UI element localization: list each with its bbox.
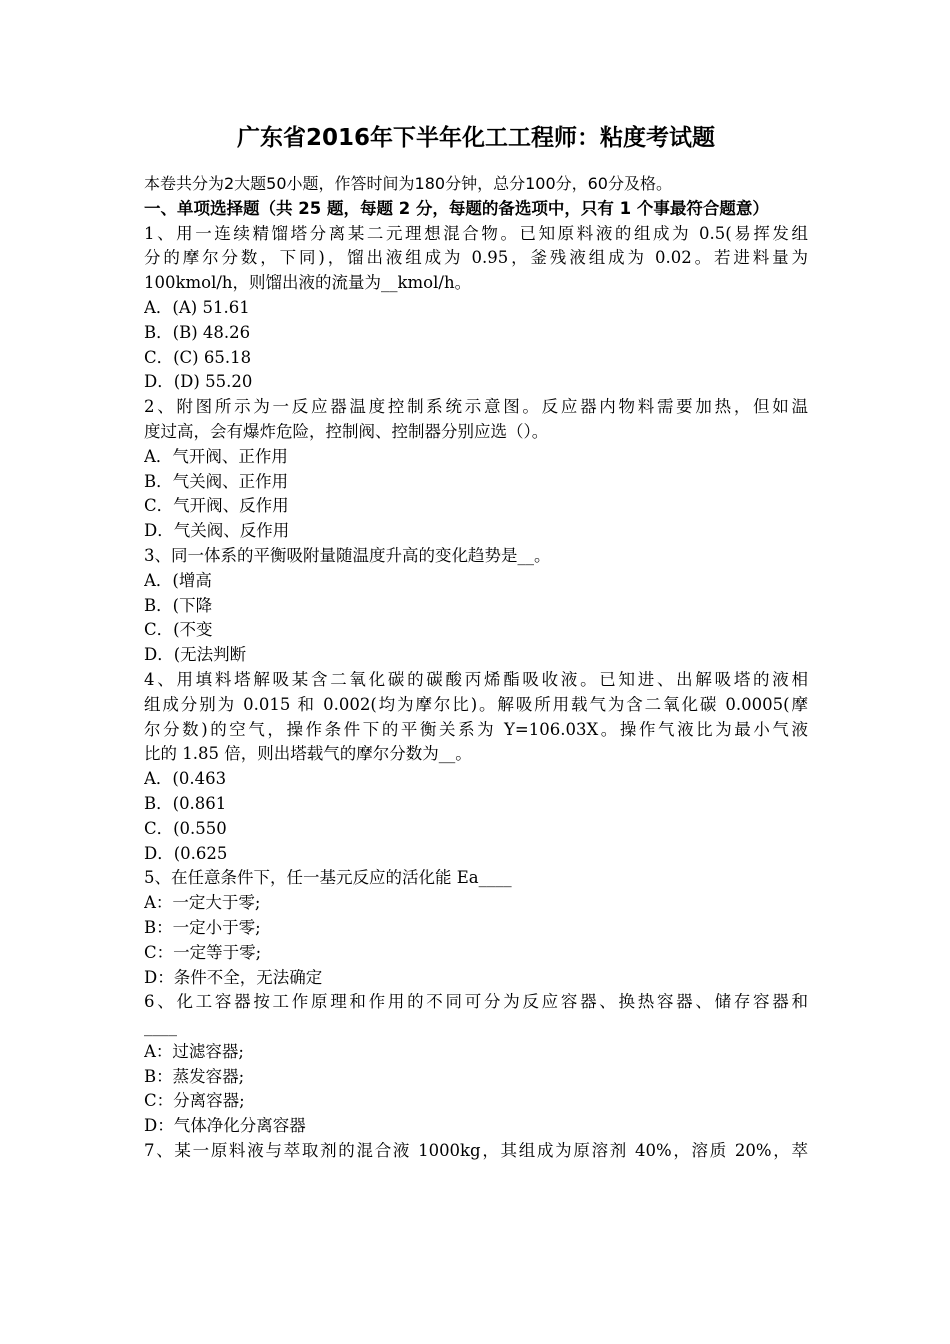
option-b: B：一定小于零; <box>144 917 261 937</box>
exam-intro: 本卷共分为2大题50小题，作答时间为180分钟，总分100分，60分及格。 <box>144 174 672 193</box>
question-text-line: 度过高，会有爆炸危险，控制阀、控制器分别应选（）。 <box>144 421 549 441</box>
question-text-line: 5、在任意条件下，任一基元反应的活化能 Ea____ <box>144 868 512 888</box>
option-a: A：过滤容器; <box>144 1041 244 1061</box>
option-c: C．(不变 <box>144 620 213 640</box>
question-text-line: 100kmol/h，则馏出液的流量为__kmol/h。 <box>144 273 472 293</box>
option-b: B．气关阀、正作用 <box>144 471 289 491</box>
question-4 <box>144 668 808 866</box>
option-d: D：条件不全，无法确定 <box>144 967 323 987</box>
option-b: B．(0.861 <box>144 793 227 813</box>
question-text-line: 分的摩尔分数，下同)，馏出液组成为 0.95，釜残液组成为 0.02。若进料量为 <box>144 248 808 268</box>
question-text-line: 组成分别为 0.015 和 0.002(均为摩尔比)。解吸所用载气为含二氧化碳 0.0005(摩 <box>144 694 808 714</box>
question-text-line: 比的 1.85 倍，则出塔载气的摩尔分数为__。 <box>144 744 472 764</box>
option-c: C：分离容器; <box>144 1091 245 1111</box>
option-a: A：一定大于零; <box>144 893 261 913</box>
option-a: A．(0.463 <box>144 769 227 789</box>
option-c: C：一定等于零; <box>144 942 262 962</box>
option-d: D：气体净化分离容器 <box>144 1116 306 1136</box>
document-title: 广东省2016年下半年化工工程师：粘度考试题 <box>236 125 715 151</box>
question-text-line: 2、附图所示为一反应器温度控制系统示意图。反应器内物料需要加热，但如温 <box>144 397 808 417</box>
option-d: D．(0.625 <box>144 843 228 863</box>
option-a: A．(增高 <box>144 570 212 590</box>
question-6 <box>144 990 808 1139</box>
question-3 <box>144 544 808 668</box>
section-heading: 一、单项选择题（共 25 题，每题 2 分，每题的备选项中，只有 1 个事最符合题意） <box>144 198 769 218</box>
option-c: C．(C) 65.18 <box>144 347 252 367</box>
option-a: A．气开阀、正作用 <box>144 446 288 466</box>
question-text-line: ____ <box>144 1017 177 1037</box>
option-b: B：蒸发容器; <box>144 1066 245 1086</box>
option-a: A．(A) 51.61 <box>144 297 250 317</box>
question-2 <box>144 395 808 544</box>
question-5 <box>144 866 808 990</box>
option-b: B．(下降 <box>144 595 213 615</box>
question-text-line: 尔分数)的空气，操作条件下的平衡关系为 Y=106.03X。操作气液比为最小气液 <box>144 719 808 739</box>
question-text-line: 6、化工容器按工作原理和作用的不同可分为反应容器、换热容器、储存容器和 <box>144 992 808 1012</box>
option-d: D．(无法判断 <box>144 645 247 665</box>
option-b: B．(B) 48.26 <box>144 322 251 342</box>
option-c: C．气开阀、反作用 <box>144 496 289 516</box>
question-text-line: 4、用填料塔解吸某含二氧化碳的碳酸丙烯酯吸收液。已知进、出解吸塔的液相 <box>144 669 808 689</box>
question-1 <box>144 222 808 396</box>
question-7 <box>144 1139 808 1164</box>
question-text-line: 7、某一原料液与萃取剂的混合液 1000kg，其组成为原溶剂 40%，溶质 20%，萃 <box>144 1141 808 1161</box>
option-c: C．(0.550 <box>144 818 227 838</box>
question-text-line: 1、用一连续精馏塔分离某二元理想混合物。已知原料液的组成为 0.5(易挥发组 <box>144 223 808 243</box>
option-d: D．气关阀、反作用 <box>144 521 290 541</box>
question-text-line: 3、同一体系的平衡吸附量随温度升高的变化趋势是__。 <box>144 545 551 565</box>
document-page <box>144 118 808 1164</box>
option-d: D．(D) 55.20 <box>144 372 253 392</box>
